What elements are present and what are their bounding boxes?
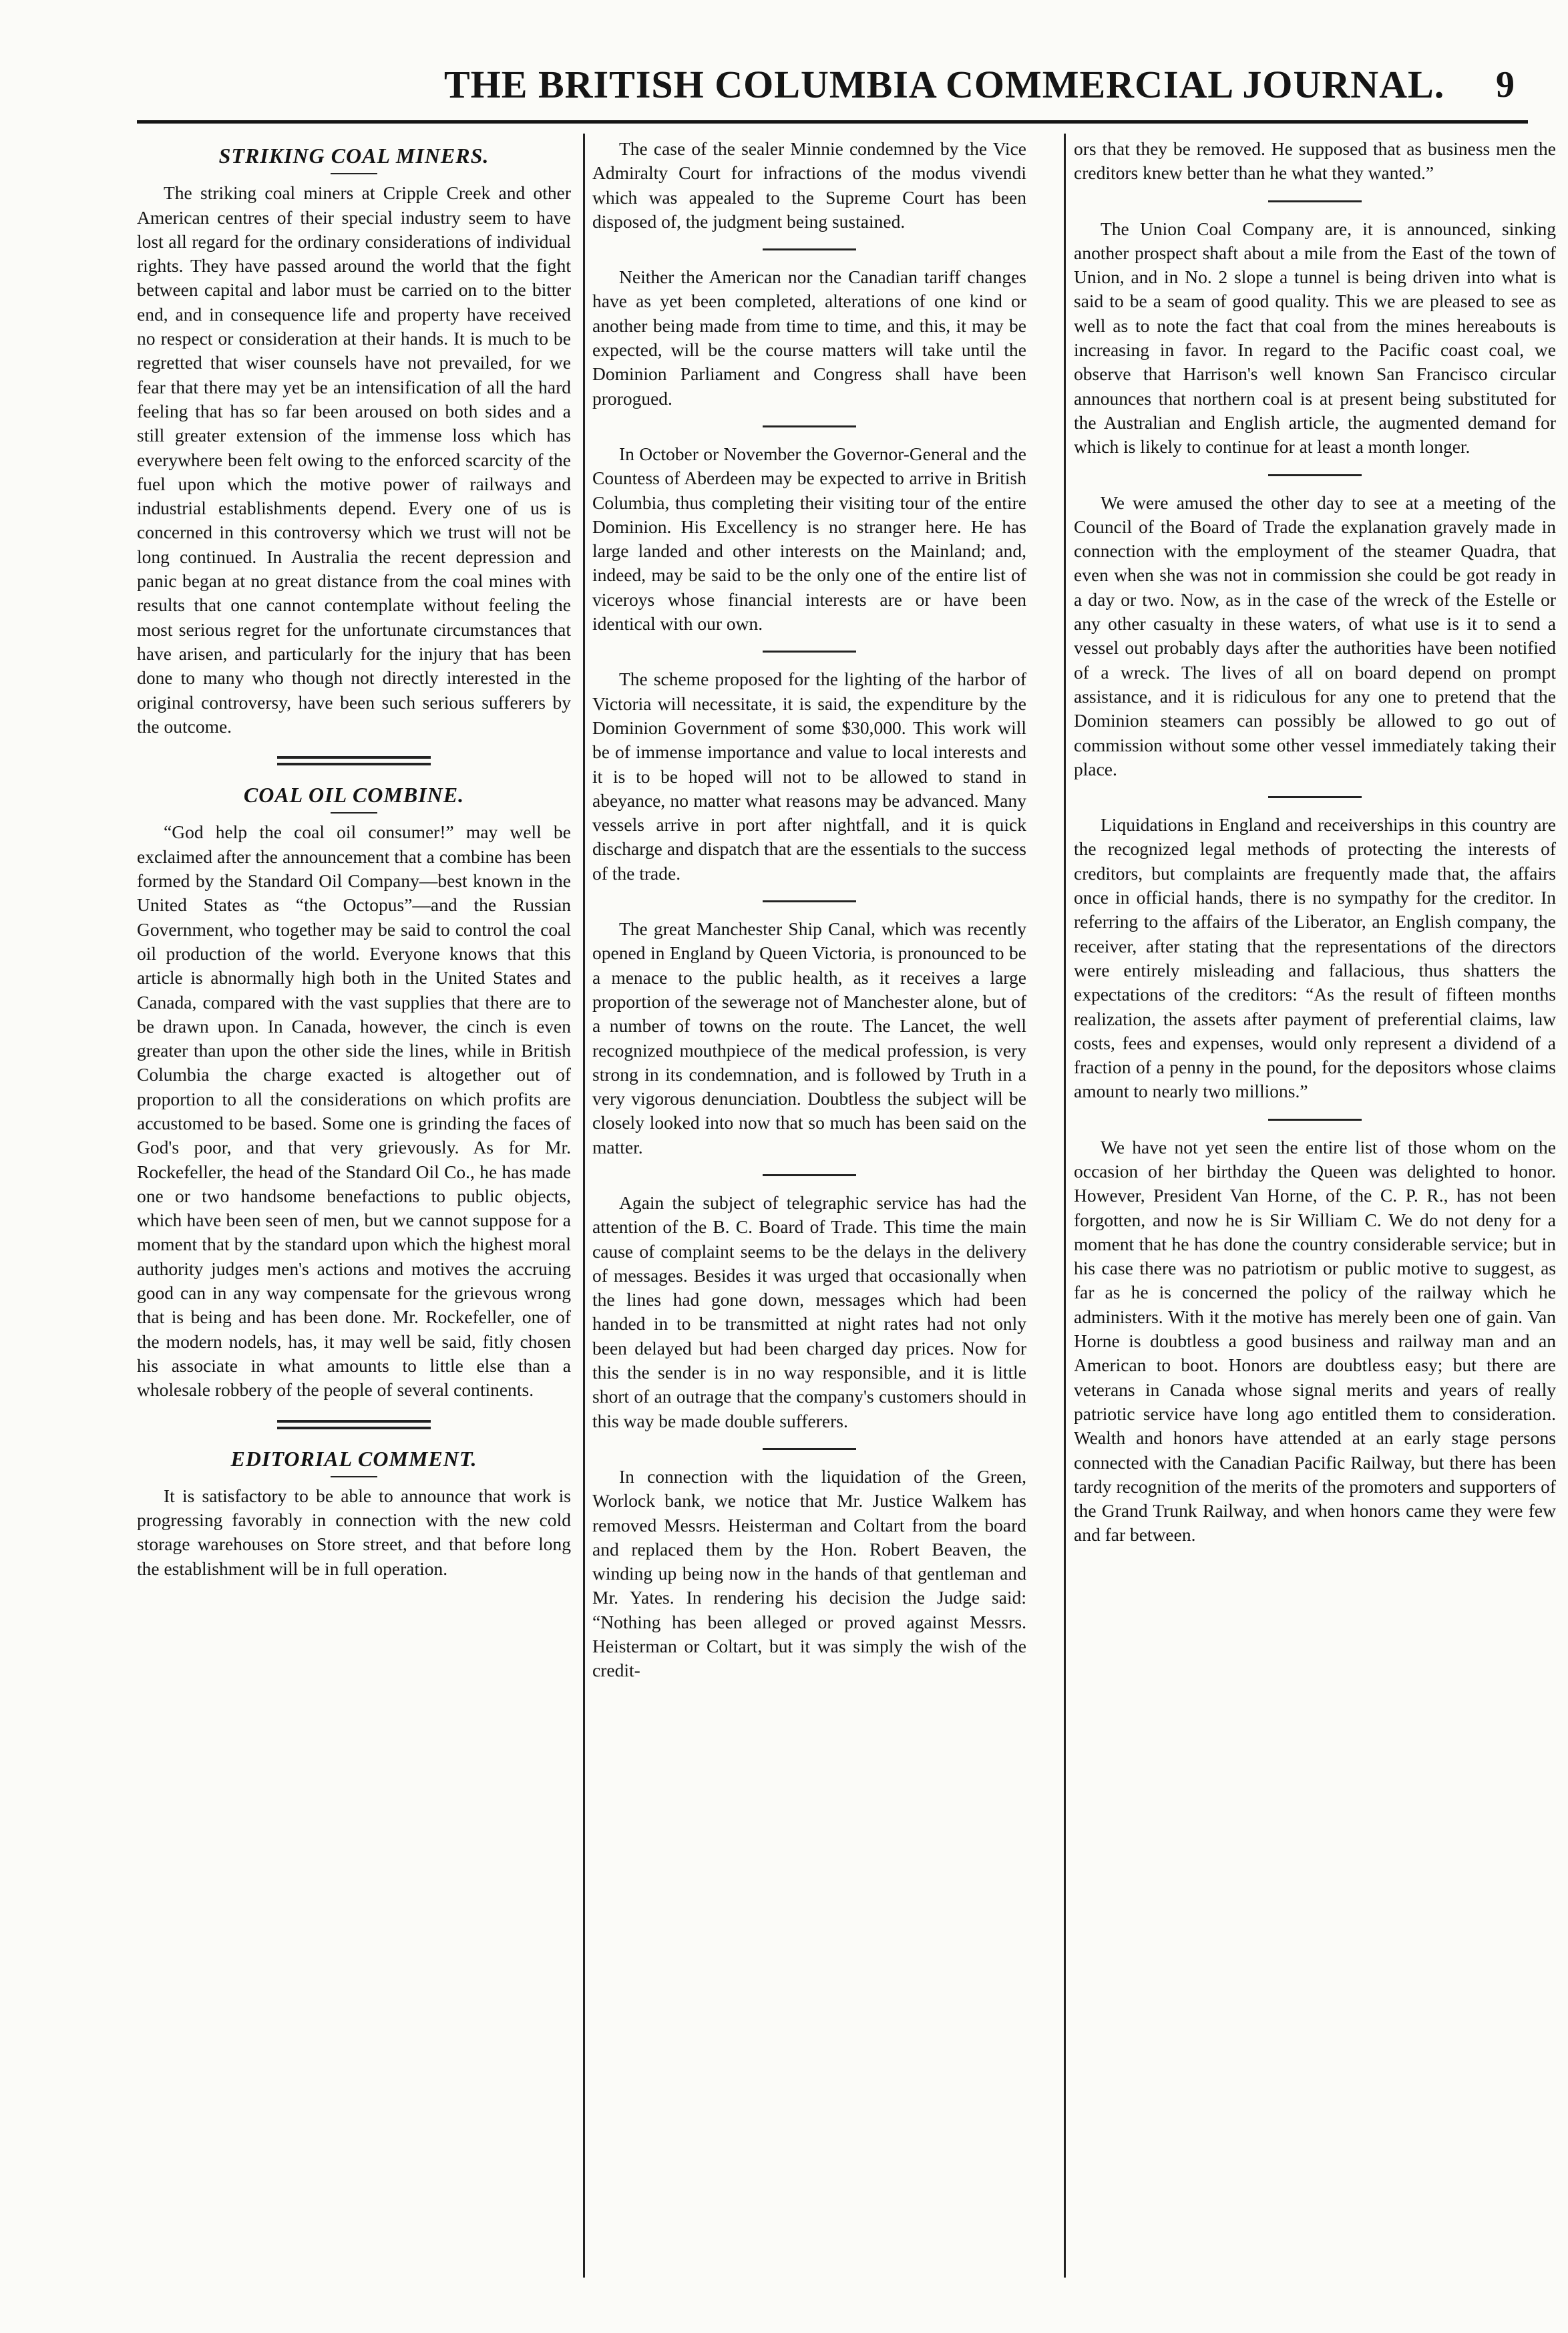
article-heading-coal-oil-combine: COAL OIL COMBINE. — [243, 783, 465, 807]
item-separator — [1268, 474, 1362, 476]
editorial-item: The great Manchester Ship Canal, which was recently opened in England by Queen Victoria, is pronounced to be a menace to the public health, as it receives a large proportion of the sewerage not of Manchester alone, but of a number of towns on the route. The Lancet, the well recognized mouthpiece of the medical profession, is very strong in its condemnation, and is followed by Truth in a very vigorous denunciation. Doubtless the subject will be closely looked into now that so much has been said on the matter. — [592, 918, 1026, 1157]
section-double-rule — [277, 756, 431, 765]
page-number: 9 — [1496, 64, 1515, 106]
editorial-item: The scheme proposed for the lighting of the harbor of Victoria will necessitate, it is said, the expenditure by the Dominion Government of some $30,000. This work will be of immense importance and value to local interests and it is to be hoped will not to be allowed to stand in abeyance, no matter what reasons may be advanced. Many vessels arrive in port after nightfall, and it is quick discharge and dispatch that are the essentials to the success of the trade. — [592, 669, 1026, 884]
column-2 — [592, 137, 1026, 1683]
editorial-item: In connection with the liquidation of the Green, Worlock bank, we notice that Mr. Justice Walkem has removed Messrs. Heisterman and Coltart from the board and replaced them by the Hon. Robert Beaven, the winding up being now in the hands of that gentleman and Mr. Yates. In rendering his decision the Judge said: “Nothing has been alleged or proved against Messrs. Heisterman or Coltart, but it was simply the wish of the credit- — [592, 1465, 1026, 1681]
item-separator — [1268, 200, 1362, 202]
editorial-item: Liquidations in England and receiverships in this country are the recognized legal methods of protecting the interests of creditors, but complaints are frequently made that, the affairs once in official hands, there is no sympathy for the creditor. In referring to the affairs of the Liberator, an English company, the receiver, after stating that the representations of the directors were entirely misleading and fallacious, thus shatters the expectations of the creditors: “As the result of fifteen months realization, the assets after payment of preferential claims, law costs, fees and expenses, would only represent a dividend of a fraction of a penny in the pound, for the depositors whose claims amount to nearly two millions.” — [1074, 814, 1556, 1102]
article-body: The striking coal miners at Cripple Creek and other American centres of their special industry seem to have lost all regard for the ordinary considerations of individual rights. They have passed around the world that the fight between capital and labor must be carried on to the bitter end, and in consequence life and property have received no respect or consideration at their hands. It is much to be regretted that wiser counsels have not prevailed, for we fear that there may yet be an intensification of all the hard feeling that has so far been aroused on both sides and a still greater extension of the immense loss which has everywhere been felt owing to the enforced scarcity of the fuel upon which the motive power of railways and industrial establishments depend. Every one of us is concerned in this controversy which we trust will not be long continued. In Australia the recent depression and panic began at no great distance from the coal mines with results that one cannot contemplate without feeling the most serious regret for the unfortunate circumstances that have arisen, and particularly for the injury that has been done to many who though not directly interested in the original controversy, have been such serious sufferers by the outcome. — [137, 182, 571, 737]
editorial-item: We were amused the other day to see at a meeting of the Council of the Board of Trade the explanation gravely made in connection with the employment of the steamer Quadra, that even when she was not in commission she could be got ready in a day or two. Now, as in the case of the wreck of the Estelle or any other casualty in these waters, of what use is it to send a vessel out probably days after the authorities have been notified of a wreck. The lives of all on board depend on prompt assistance, and it is ridiculous for any one to pretend that the Dominion steamers can possibly be allowed to go out of commission without some other vessel immediately taking their place. — [1074, 492, 1556, 779]
editorial-item-continued: ors that they be removed. He supposed that as business men the creditors knew better than he what they wanted.” — [1074, 138, 1556, 184]
heading-dash — [331, 812, 377, 814]
item-separator — [1268, 796, 1362, 798]
article-heading-striking-coal-miners: STRIKING COAL MINERS. — [218, 144, 489, 168]
item-separator — [763, 651, 856, 653]
item-separator — [763, 248, 856, 250]
article-body: It is satisfactory to be able to announce that work is progressing favorably in connection with the new cold storage warehouses on Store street, and that before long the establishment will be in full operation. — [137, 1485, 571, 1579]
article-body: “God help the coal oil consumer!” may well be exclaimed after the announcement that a combine has been formed by the Standard Oil Company—best known in the United States as “the Octopus”—and the Russian Government, who together may be said to control the coal oil production of the world. Everyone knows that this article is abnormally high both in the United States and Canada, compared with the vast supplies that there are to be drawn upon. In Canada, however, the cinch is even greater than upon the other side the lines, while in British Columbia the charge exacted is altogether out of proportion to all the considerations on which profits are accustomed to be based. Some one is grinding the faces of God's poor, and that very grievously. As for Mr. Rockefeller, the head of the Standard Oil Co., he has made one or two handsome benefactions to public objects, which have been seen of men, but we cannot suppose for a moment that by the standard upon which the highest moral authority judges men's actions and motives the accruing good can in any way compensate for the grievous wrong that is being and has been done. Mr. Rockefeller, one of the modern nodels, has, it may well be said, fitly chosen his associate in what amounts to little else than a wholesale robbery of the people of several continents. — [137, 822, 571, 1401]
column-1 — [137, 137, 571, 1581]
item-separator — [763, 1448, 856, 1450]
column-3 — [1074, 137, 1556, 1548]
editorial-item: The case of the sealer Minnie condemned by the Vice Admiralty Court for infractions of the modus vivendi which was appealed to the Supreme Court has been disposed of, the judgment being sustained. — [592, 138, 1026, 232]
column-rule — [583, 134, 585, 2278]
section-double-rule — [277, 1420, 431, 1429]
item-separator — [1268, 1119, 1362, 1121]
editorial-item: We have not yet seen the entire list of those whom on the occasion of her birthday the Queen was delighted to honor. However, President Van Horne, of the C. P. R., has not been forgotten, and now he is Sir William C. We do not deny for a moment that he has done the country considerable service; but in his case there was no patriotism or public motive to suggest, as far as he is concerned the policy of the railway which he administers. With it the motive has merely been one of gain. Van Horne is doubtless a good business and railway man and an American to boot. Honors are doubtless easy; but there are veterans in Canada whose signal merits and years of really patriotic service have long ago entitled them to consideration. Wealth and honors have attended at an early stage persons connected with the Canadian Pacific Railway, but there has been tardy recognition of the merits of the promoters and supporters of the Grand Trunk Railway, and when honors came they were few and far between. — [1074, 1136, 1556, 1546]
editorial-item: Again the subject of telegraphic service has had the attention of the B. C. Board of Trade. This time the main cause of complaint seems to be the delays in the delivery of messages. Besides it was urged that occasionally when the lines had gone down, messages which had been handed in to be transmitted at night rates had not only been delayed but had been charged day prices. Now for this the sender is in no way responsible, and it is little short of an outrage that the company's customers should in this way be made double sufferers. — [592, 1192, 1026, 1431]
column-rule — [1064, 134, 1066, 2278]
journal-title: THE BRITISH COLUMBIA COMMERCIAL JOURNAL. — [444, 63, 1445, 106]
heading-dash — [331, 1476, 377, 1477]
editorial-item: Neither the American nor the Canadian tariff changes have as yet been completed, alterations of one kind or another being made from time to time, and this, it may be expected, will be the course matters will take until the Dominion Parliament and Congress shall have been prorogued. — [592, 266, 1026, 409]
editorial-item: The Union Coal Company are, it is announced, sinking another prospect shaft about a mile from the East of the town of Union, and in No. 2 slope a tunnel is being driven into what is said to be a seam of good quality. This we are pleased to see as well as to note the fact that coal from the mines hereabouts is increasing in favor. In regard to the Pacific coast coal, we observe that Harrison's well known San Francisco circular announces that northern coal is at present being substituted for the Australian and English article, the augmented demand for which is likely to continue for at least a month longer. — [1074, 218, 1556, 458]
item-separator — [763, 900, 856, 902]
item-separator — [763, 1174, 856, 1176]
item-separator — [763, 425, 856, 427]
editorial-item: In October or November the Governor-General and the Countess of Aberdeen may be expected to arrive in British Columbia, thus completing their visiting tour of the entire Dominion. His Excellency is no stranger here. He has large landed and other interests on the Mainland; and, indeed, may be said to be the only one of the entire list of viceroys whose financial interests are or have been identical with our own. — [592, 443, 1026, 635]
masthead — [137, 57, 1528, 124]
article-heading-editorial-comment: EDITORIAL COMMENT. — [230, 1446, 477, 1471]
heading-dash — [331, 173, 377, 174]
